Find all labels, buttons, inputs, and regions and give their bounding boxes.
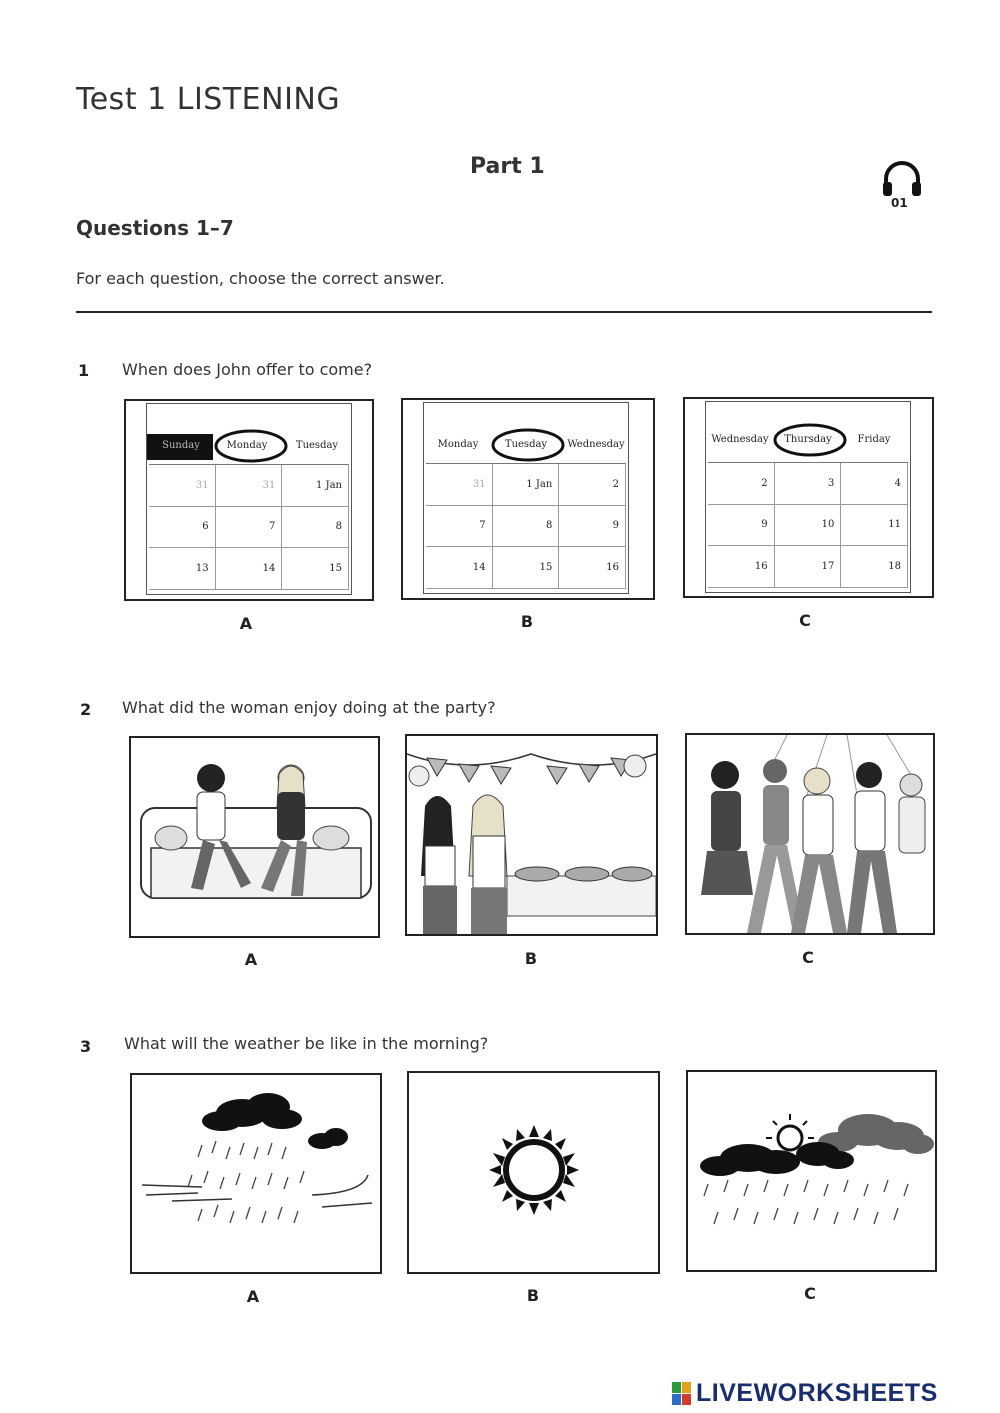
party-food-table-illustration: [407, 736, 656, 934]
option-label: C: [804, 1284, 816, 1303]
calendar-date: 14: [216, 548, 283, 590]
calendar-date: 9: [559, 506, 626, 548]
divider: [76, 311, 932, 313]
option-c-calendar-image[interactable]: [683, 397, 934, 598]
calendar-date: 31: [216, 465, 283, 507]
calendar-date: 31: [426, 464, 493, 506]
calendar-grid: [426, 463, 626, 589]
circle-mark: [772, 422, 848, 458]
rain-cloud-icon: [132, 1075, 380, 1272]
calendar-day: Monday: [226, 440, 268, 451]
option-b-buffet-image[interactable]: [405, 734, 658, 936]
calendar-date: 8: [282, 507, 349, 549]
calendar-date: 15: [282, 548, 349, 590]
calendar-day: Tuesday: [504, 439, 548, 450]
calendar-date: 7: [426, 506, 493, 548]
calendar-grid: [149, 464, 349, 590]
liveworksheets-logo-icon: [672, 1382, 692, 1406]
calendar-date: 18: [841, 546, 908, 588]
calendar-grid: [708, 462, 908, 588]
option-b-sun-image[interactable]: [407, 1071, 660, 1274]
calendar-date: 17: [775, 546, 842, 588]
calendar-date: 9: [708, 505, 775, 547]
option-c-dancing-image[interactable]: [685, 733, 935, 935]
part-heading: Part 1: [470, 154, 545, 179]
calendar: [705, 401, 911, 593]
calendar-date: 6: [149, 507, 216, 549]
option-label: B: [520, 612, 534, 631]
calendar-date: 13: [149, 548, 216, 590]
calendar-date: 14: [426, 547, 493, 589]
option-label: A: [244, 950, 258, 969]
option-c-sun-cloud-rain-image[interactable]: [686, 1070, 937, 1272]
question-number: 1: [78, 361, 90, 380]
calendar-date: 11: [841, 505, 908, 547]
option-label: B: [524, 949, 538, 968]
questions-range-heading: Questions 1–7: [76, 216, 234, 240]
calendar-date: 1 Jan: [493, 464, 560, 506]
sun-cloud-rain-icon: [688, 1072, 935, 1270]
people-dancing-illustration: [687, 735, 933, 933]
calendar-day: Friday: [857, 434, 891, 445]
question-number: 2: [80, 700, 92, 719]
calendar-day: Monday: [437, 439, 479, 450]
option-b-calendar-image[interactable]: [401, 398, 655, 600]
calendar-day: Thursday: [784, 434, 832, 445]
calendar-date: 2: [708, 463, 775, 505]
calendar-date: 10: [775, 505, 842, 547]
calendar-day: Wednesday: [567, 439, 625, 450]
circle-mark: [213, 428, 289, 464]
option-a-sofa-image[interactable]: [129, 736, 380, 938]
option-label: C: [799, 611, 811, 630]
calendar-date: 16: [559, 547, 626, 589]
calendar-date: 3: [775, 463, 842, 505]
circle-mark: [490, 427, 566, 463]
calendar-date: 15: [493, 547, 560, 589]
calendar: [146, 403, 352, 595]
calendar-date: 8: [493, 506, 560, 548]
calendar-date: 2: [559, 464, 626, 506]
calendar: [423, 402, 629, 594]
calendar-date: 4: [841, 463, 908, 505]
option-a-calendar-image[interactable]: [124, 399, 374, 601]
option-label: B: [526, 1286, 540, 1305]
calendar-day: Sunday: [162, 440, 200, 451]
option-label: A: [239, 614, 253, 633]
track-number: 01: [891, 196, 908, 210]
option-a-rain-image[interactable]: [130, 1073, 382, 1274]
calendar-date: 16: [708, 546, 775, 588]
instruction-text: For each question, choose the correct answer.: [76, 269, 445, 288]
question-text: What did the woman enjoy doing at the party?: [122, 698, 496, 717]
question-text: When does John offer to come?: [122, 360, 373, 379]
option-label: A: [246, 1287, 260, 1306]
sun-icon: [409, 1073, 658, 1272]
question-text: What will the weather be like in the morning?: [124, 1034, 489, 1053]
calendar-day: Tuesday: [295, 440, 339, 451]
calendar-day: Wednesday: [711, 434, 769, 445]
page-title: Test 1 LISTENING: [76, 82, 341, 117]
option-label: C: [802, 948, 814, 967]
women-on-sofa-illustration: [131, 738, 378, 936]
calendar-date: 31: [149, 465, 216, 507]
liveworksheets-logo[interactable]: LIVEWORKSHEETS: [696, 1379, 938, 1407]
calendar-date: 1 Jan: [282, 465, 349, 507]
calendar-date: 7: [216, 507, 283, 549]
question-number: 3: [80, 1037, 92, 1056]
